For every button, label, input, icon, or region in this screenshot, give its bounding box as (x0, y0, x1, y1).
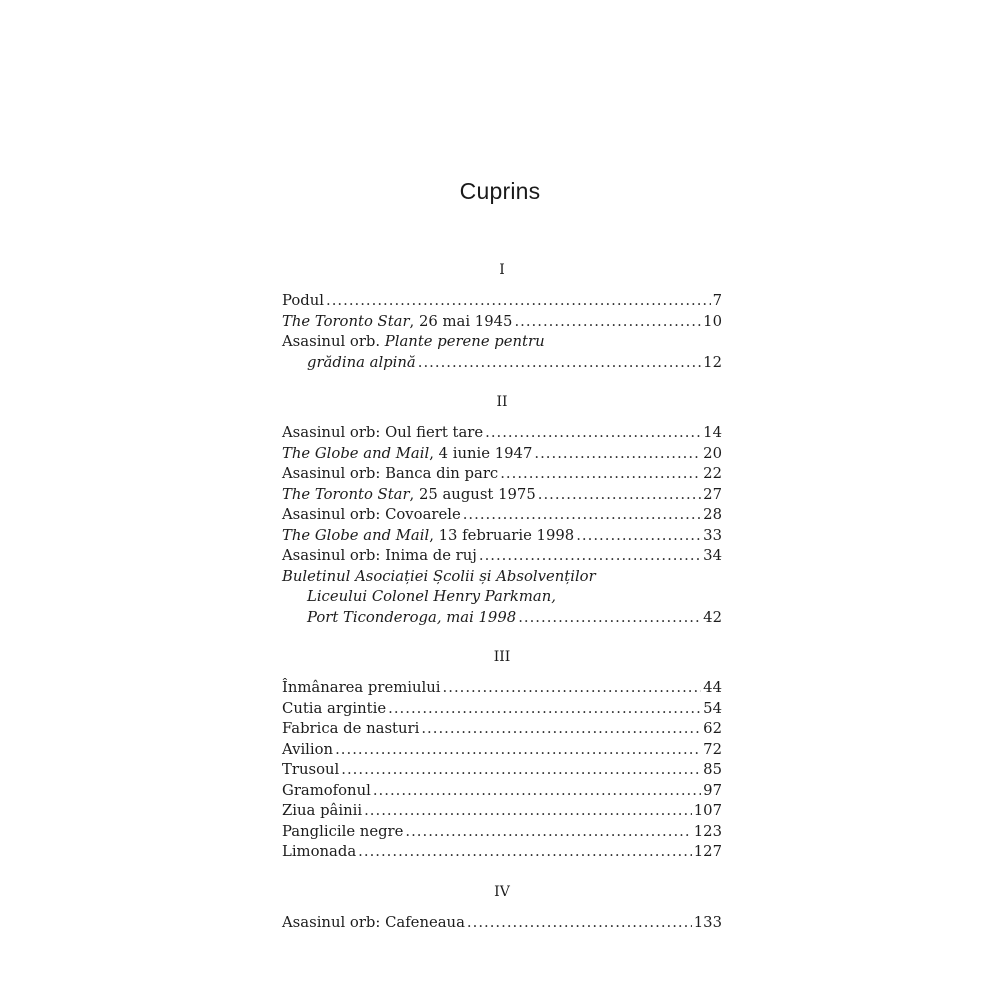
toc-entry[interactable] (282, 291, 722, 312)
toc-entry[interactable] (282, 444, 722, 465)
toc-entry[interactable] (282, 567, 722, 629)
dot-leader (534, 444, 701, 465)
entry-page: 14 (703, 424, 722, 441)
entry-page: 85 (703, 761, 722, 778)
toc-entry[interactable] (282, 526, 722, 547)
entry-page: 97 (703, 781, 722, 799)
entry-page: 123 (693, 822, 722, 840)
entry-title: Fabrica de nasturi (282, 720, 420, 737)
part-heading: I (499, 262, 505, 278)
toc-entry[interactable] (282, 781, 722, 802)
dot-leader (421, 719, 701, 740)
dot-leader (538, 485, 701, 506)
entry-page: 34 (703, 547, 722, 564)
toc-part-4 (282, 884, 722, 934)
dot-leader (443, 678, 702, 699)
toc-part-2 (282, 394, 722, 628)
toc-entry[interactable] (282, 505, 722, 526)
entry-page: 62 (703, 720, 722, 737)
part-heading: II (496, 394, 508, 410)
toc-entry[interactable] (282, 740, 722, 761)
dot-leader (358, 842, 692, 863)
entry-page: 42 (703, 608, 722, 626)
dot-leader (500, 464, 701, 485)
entry-title: Trusoul (282, 761, 340, 778)
toc-entry[interactable] (282, 678, 722, 699)
entry-page: 33 (703, 526, 722, 544)
dot-leader (518, 608, 701, 629)
dot-leader (341, 760, 701, 781)
entry-title-line-1: Buletinul Asociației Școlii și Absolvenților (282, 567, 596, 585)
entry-page: 107 (693, 802, 722, 819)
page-title: Cuprins (459, 178, 541, 204)
entry-title: Ziua pâinii (282, 802, 363, 819)
toc-entry[interactable] (282, 842, 722, 863)
entry-page: 22 (703, 465, 722, 482)
toc-entry[interactable] (282, 464, 722, 485)
entry-page: 27 (703, 485, 722, 503)
entry-title: The Toronto Star, 25 august 1975 (282, 485, 536, 503)
entry-title: The Toronto Star, 26 mai 1945 (282, 312, 513, 330)
table-of-contents (282, 262, 722, 933)
entry-title-line-2 (282, 353, 722, 374)
entry-title: Avilion (282, 740, 334, 758)
dot-leader (388, 699, 701, 720)
entry-title: Asasinul orb: Oul fiert tare (282, 424, 484, 441)
entry-title: Asasinul orb: Covoarele (282, 506, 461, 523)
toc-entry[interactable] (282, 699, 722, 720)
toc-entry[interactable] (282, 546, 722, 567)
dot-leader (373, 781, 701, 802)
entry-page: 20 (703, 444, 722, 462)
entry-title-line-3 (282, 608, 722, 629)
toc-part-1 (282, 262, 722, 373)
toc-part-3 (282, 649, 722, 863)
entry-title: Gramofonul (282, 781, 371, 799)
part-heading: III (493, 649, 511, 665)
entry-page: 127 (693, 843, 722, 860)
entry-title: Cutia argintie (282, 699, 387, 717)
entry-title: Podul (282, 292, 324, 309)
entry-page: 12 (703, 353, 722, 371)
dot-leader (364, 801, 692, 822)
part-heading: IV (494, 883, 510, 900)
toc-entry[interactable] (282, 719, 722, 740)
toc-entry[interactable] (282, 485, 722, 506)
entry-title: Asasinul orb: Cafeneaua (282, 913, 465, 931)
entry-title: The Globe and Mail, 13 februarie 1998 (282, 526, 575, 544)
entry-title: Panglicile negre (282, 822, 404, 840)
dot-leader (326, 291, 711, 312)
entry-title-line-1: Asasinul orb. Plante perene pentru (282, 333, 545, 350)
entry-page: 72 (703, 740, 722, 758)
dot-leader (479, 546, 701, 567)
dot-leader (576, 526, 701, 547)
entry-title: grădina alpină (307, 353, 416, 371)
toc-entry[interactable] (282, 760, 722, 781)
dot-leader (514, 312, 701, 333)
toc-entry[interactable] (282, 332, 722, 373)
toc-entry[interactable] (282, 312, 722, 333)
entry-page: 133 (693, 913, 722, 931)
dot-leader (463, 505, 701, 526)
entry-title: The Globe and Mail, 4 iunie 1947 (282, 444, 533, 462)
entry-title: Înmânarea premiului (282, 679, 441, 696)
entry-title: Asasinul orb: Banca din parc (282, 465, 499, 482)
dot-leader (418, 353, 701, 374)
dot-leader (335, 740, 701, 761)
dot-leader (405, 822, 691, 843)
toc-entry[interactable] (282, 913, 722, 934)
entry-title: Port Ticonderoga, mai 1998 (307, 608, 517, 626)
toc-entry[interactable] (282, 801, 722, 822)
entry-page: 7 (712, 292, 722, 309)
toc-entry[interactable] (282, 822, 722, 843)
entry-title: Asasinul orb: Inima de ruj (282, 547, 477, 564)
dot-leader (485, 423, 701, 444)
toc-entry[interactable] (282, 423, 722, 444)
entry-page: 10 (703, 312, 722, 330)
entry-page: 44 (703, 679, 722, 696)
dot-leader (467, 913, 692, 934)
entry-page: 54 (703, 699, 722, 717)
entry-title-line-2: Liceului Colonel Henry Parkman, (307, 588, 556, 605)
entry-title: Limonada (282, 843, 357, 860)
entry-page: 28 (703, 506, 722, 523)
